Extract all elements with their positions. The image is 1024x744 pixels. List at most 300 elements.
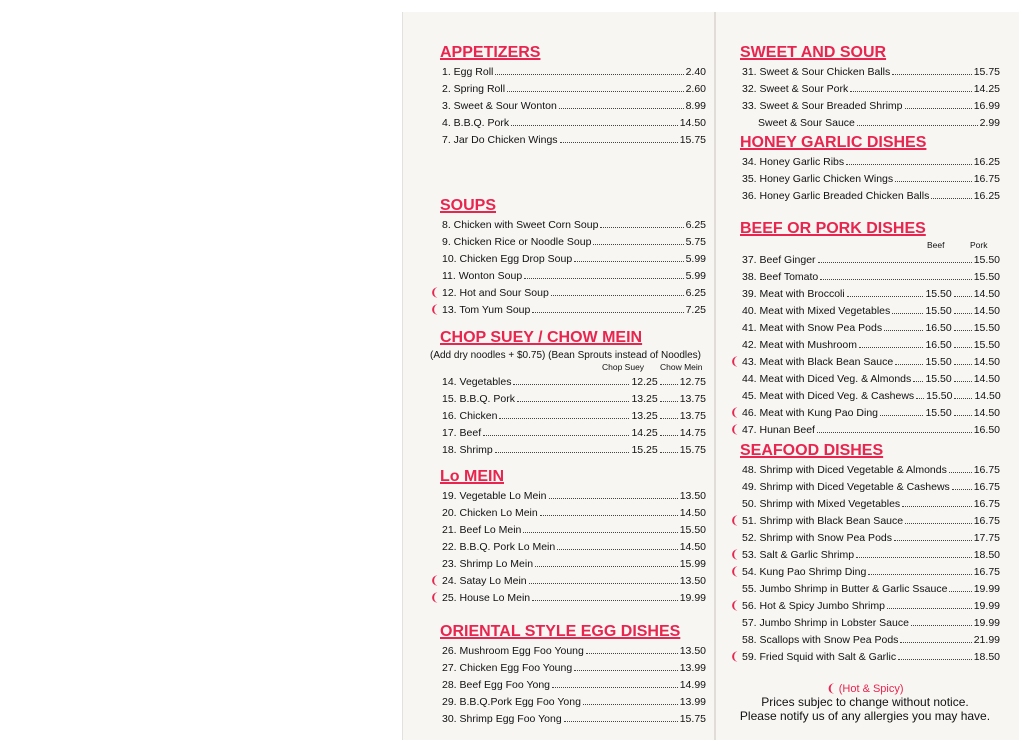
menu-item-name: 8. Chicken with Sweet Corn Soup [442,219,599,231]
dot-leader [887,598,972,609]
menu-item-name: 1. Egg Roll [442,66,494,78]
menu-item-name: 47. Hunan Beef [742,424,815,436]
menu-item-price: 12.25 [631,376,658,388]
menu-item [430,217,706,234]
menu-item [430,234,706,251]
section-title: Lo MEIN [440,468,504,485]
menu-item-price: 14.50 [679,507,706,519]
menu-item [430,251,706,268]
menu-item-name: 59. Fried Squid with Salt & Garlic [742,651,897,663]
menu-item-name: 19. Vegetable Lo Mein [442,490,547,502]
dot-leader [513,374,629,385]
dot-leader [660,425,678,436]
dot-leader [511,115,678,126]
menu-item [730,547,1000,564]
menu-item [430,64,706,81]
dot-leader [902,496,972,507]
dot-leader [535,556,678,567]
menu-item [430,694,706,711]
menu-item [430,505,706,522]
menu-item-price-secondary: 14.50 [973,373,1000,385]
menu-item [730,337,1000,354]
menu-item [730,513,1000,530]
menu-item [730,598,1000,615]
menu-item [430,573,706,590]
dot-leader [949,581,971,592]
prices-note: Prices subjec to change without notice. [761,695,969,709]
dot-leader [660,391,678,402]
dot-leader [817,422,972,433]
dot-leader [483,425,629,436]
menu-item-name: 25. House Lo Mein [442,592,531,604]
menu-item-price: 19.99 [973,600,1000,612]
dot-leader [954,320,972,331]
menu-item [730,81,1000,98]
menu-item [430,285,706,302]
menu-item-name: 38. Beef Tomato [742,271,819,283]
menu-item-price-secondary: 14.75 [679,427,706,439]
dot-leader [529,573,678,584]
menu-item-name: 35. Honey Garlic Chicken Wings [742,173,894,185]
menu-item [730,371,1000,388]
dot-leader [898,649,972,660]
menu-item-price: 15.50 [679,524,706,536]
menu-item [430,660,706,677]
item-list [730,462,1000,666]
menu-item-price: 2.60 [685,83,706,95]
menu-item-price: 16.50 [925,339,952,351]
menu-item-price: 16.75 [973,173,1000,185]
dot-leader [895,171,972,182]
hot-pepper-icon: ❨ [430,592,440,604]
section-honey-garlic [730,132,1000,205]
menu-item-price-secondary: 14.50 [973,356,1000,368]
section-title: SWEET AND SOUR [740,44,887,61]
menu-item-price-secondary: 14.50 [973,305,1000,317]
dot-leader [954,371,972,382]
menu-item-price: 16.99 [973,100,1000,112]
menu-item-price: 2.99 [979,117,1000,129]
menu-item-name: 16. Chicken [442,410,498,422]
menu-item [730,530,1000,547]
menu-item-price: 14.25 [631,427,658,439]
menu-item-name: 29. B.B.Q.Pork Egg Foo Yong [442,696,581,708]
menu-item [730,496,1000,513]
menu-item [730,64,1000,81]
menu-item [430,132,706,149]
menu-item-name: Sweet & Sour Sauce [758,117,855,129]
menu-item-price: 16.25 [973,190,1000,202]
menu-item-price: 16.50 [973,424,1000,436]
menu-item-name: 48. Shrimp with Diced Vegetable & Almonds [742,464,947,476]
menu-item-price: 13.50 [679,490,706,502]
dot-leader [574,660,678,671]
menu-item [430,522,706,539]
menu-item-name: 45. Meat with Diced Veg. & Cashews [742,390,915,402]
menu-item-price: 15.50 [925,373,952,385]
menu-item-name: 53. Salt & Garlic Shrimp [742,549,855,561]
section-title: ORIENTAL STYLE EGG DISHES [440,623,681,640]
menu-item-name: 27. Chicken Egg Foo Young [442,662,573,674]
menu-item-name: 15. B.B.Q. Pork [442,393,515,405]
section-soups [430,195,706,319]
dot-leader [532,590,678,601]
menu-item-price: 5.75 [685,236,706,248]
menu-item-price-secondary: 14.50 [974,390,1001,402]
menu-item-price: 18.50 [973,651,1000,663]
menu-item-name: 22. B.B.Q. Pork Lo Mein [442,541,556,553]
dot-leader [954,388,972,399]
dot-leader [549,488,678,499]
menu-item-price: 13.50 [679,645,706,657]
menu-item-name: 52. Shrimp with Snow Pea Pods [742,532,892,544]
dot-leader [895,354,923,365]
menu-item-price: 15.75 [973,66,1000,78]
menu-item-name: 26. Mushroom Egg Foo Young [442,645,584,657]
dot-leader [564,711,678,722]
menu-item [430,590,706,607]
section-title: CHOP SUEY / CHOW MEIN [440,329,643,346]
menu-item-price-secondary: 15.50 [973,339,1000,351]
menu-item-name: 9. Chicken Rice or Noodle Soup [442,236,592,248]
menu-item-name: 46. Meat with Kung Pao Ding [742,407,878,419]
menu-item-price: 13.99 [679,696,706,708]
menu-item-price: 16.50 [925,322,952,334]
menu-item [730,252,1000,269]
dot-leader [532,302,683,313]
menu-item-name: 32. Sweet & Sour Pork [742,83,849,95]
menu-item-price: 15.50 [925,305,952,317]
menu-item-name: 17. Beef [442,427,482,439]
menu-item [730,269,1000,286]
menu-item-price-secondary: 12.75 [679,376,706,388]
menu-item [730,320,1000,337]
menu-item-name: 2. Spring Roll [442,83,506,95]
item-list [730,154,1000,205]
menu-item-price: 15.50 [973,271,1000,283]
section-seafood [730,440,1000,666]
menu-item-name: 58. Scallops with Snow Pea Pods [742,634,899,646]
section-title: SEAFOOD DISHES [740,442,884,459]
menu-item-price: 19.99 [973,583,1000,595]
section-note: (Add dry noodles + $0.75) (Bean Sprouts instead of Noodles) [430,350,701,361]
menu-item-name: 34. Honey Garlic Ribs [742,156,845,168]
hot-legend [730,682,1000,695]
menu-item-price: 14.50 [679,541,706,553]
hot-pepper-icon: ❨ [730,515,740,527]
column-headers [730,240,1000,252]
dot-leader [560,132,678,143]
dot-leader [859,337,923,348]
hot-legend-label: (Hot & Spicy) [838,683,904,695]
dot-leader [857,115,978,126]
section-egg-foo-young [430,621,706,728]
dot-leader [856,547,972,558]
menu-item-name: 12. Hot and Sour Soup [442,287,549,299]
dot-leader [931,188,971,199]
menu-item-name: 49. Shrimp with Diced Vegetable & Cashews [742,481,950,493]
dot-leader [905,98,972,109]
menu-item-price: 2.40 [685,66,706,78]
section-title: HONEY GARLIC DISHES [740,134,927,151]
menu-footer [730,682,1000,723]
menu-item-name: 56. Hot & Spicy Jumbo Shrimp [742,600,885,612]
section-chop-suey [430,327,706,459]
menu-item-price-secondary: 14.50 [973,407,1000,419]
menu-item [430,391,706,408]
dot-leader [523,522,677,533]
allergy-note: Please notify us of any allergies you may have. [739,709,991,723]
menu-item [430,115,706,132]
hot-pepper-icon: ❨ [730,356,740,368]
menu-item-name: 55. Jumbo Shrimp in Butter & Garlic Ssauce [742,583,948,595]
menu-item [730,479,1000,496]
dot-leader [949,462,972,473]
dot-leader [846,154,972,165]
menu-item [430,442,706,459]
menu-item-price: 16.25 [973,156,1000,168]
menu-item-name: 20. Chicken Lo Mein [442,507,538,519]
section-title: SOUPS [440,197,497,214]
hot-pepper-icon: ❨ [430,304,440,316]
menu-item-price: 6.25 [685,287,706,299]
menu-item-price: 15.25 [631,444,658,456]
menu-item-price: 19.99 [679,592,706,604]
dot-leader [660,442,678,453]
menu-item-price: 5.99 [685,270,706,282]
menu-item-name: 40. Meat with Mixed Vegetables [742,305,891,317]
dot-leader [954,354,972,365]
menu-item-name: 13. Tom Yum Soup [442,304,531,316]
column-header-chow-mein: Chow Mein [660,362,703,372]
dot-leader [892,303,923,314]
item-list [430,374,706,459]
item-list [430,643,706,728]
hot-pepper-icon: ❨ [730,566,740,578]
menu-item-name: 37. Beef Ginger [742,254,816,266]
dot-leader [954,286,972,297]
section-title: APPETIZERS [440,44,541,61]
menu-item-price: 13.25 [631,393,658,405]
menu-item-name: 24. Satay Lo Mein [442,575,527,587]
menu-item-price: 13.25 [631,410,658,422]
menu-item-price: 6.25 [685,219,706,231]
dot-leader [600,217,683,228]
menu-item [430,302,706,319]
menu-item [730,171,1000,188]
section-sweet-sour [730,42,1000,132]
menu-item-price: 13.99 [679,662,706,674]
dot-leader [911,615,972,626]
menu-item-name: 28. Beef Egg Foo Yong [442,679,551,691]
menu-item [430,98,706,115]
menu-item-price: 15.75 [679,713,706,725]
menu-item [730,98,1000,115]
menu-item [730,462,1000,479]
dot-leader [574,251,683,262]
menu-item [730,388,1000,405]
menu-item-price: 16.75 [973,464,1000,476]
menu-item [730,422,1000,439]
section-appetizers [430,42,706,149]
menu-item-price: 15.75 [679,134,706,146]
dot-leader [850,81,971,92]
menu-item-name: 54. Kung Pao Shrimp Ding [742,566,867,578]
menu-item [430,488,706,505]
menu-item-name: 11. Wonton Soup [442,270,523,282]
menu-item-name: 41. Meat with Snow Pea Pods [742,322,883,334]
dot-leader [557,539,678,550]
menu-item-price: 15.50 [925,356,952,368]
hot-pepper-icon: ❨ [730,407,740,419]
menu-item-price: 16.75 [973,481,1000,493]
menu-item-name: 18. Shrimp [442,444,493,456]
dot-leader [495,64,683,75]
menu-item-name: 44. Meat with Diced Veg. & Almonds [742,373,912,385]
menu-item-price: 18.50 [973,549,1000,561]
menu-item-name: 4. B.B.Q. Pork [442,117,510,129]
menu-fold-line [714,12,716,740]
dot-leader [905,513,972,524]
menu-item-price-secondary: 15.50 [973,322,1000,334]
column-header-pork: Pork [970,240,988,250]
hot-pepper-icon: ❨ [730,651,740,663]
menu-item-price: 16.75 [973,515,1000,527]
menu-item-name: 14. Vegetables [442,376,512,388]
menu-item-price: 16.75 [973,566,1000,578]
dot-leader [900,632,971,643]
dot-leader [820,269,971,280]
item-list [730,64,1000,132]
menu-item-price: 14.25 [973,83,1000,95]
item-list [430,217,706,319]
menu-item [730,581,1000,598]
dot-leader [559,98,684,109]
menu-item-name: 36. Honey Garlic Breaded Chicken Balls [742,190,930,202]
item-list [730,252,1000,439]
dot-leader [593,234,683,245]
dot-leader [517,391,629,402]
menu-item [430,539,706,556]
menu-item-name: 43. Meat with Black Bean Sauce [742,356,894,368]
dot-leader [660,374,678,385]
menu-item-name: 39. Meat with Broccoli [742,288,845,300]
menu-item-name: 3. Sweet & Sour Wonton [442,100,557,112]
dot-leader [894,530,972,541]
menu-item-price: 13.50 [679,575,706,587]
dot-leader [586,643,678,654]
section-title: BEEF OR PORK DISHES [740,220,926,237]
dot-leader [583,694,678,705]
hot-pepper-icon: ❨ [430,575,440,587]
menu-item [430,408,706,425]
dot-leader [916,388,924,399]
section-lo-mein [430,466,706,607]
dot-leader [847,286,924,297]
menu-item-price-secondary: 14.50 [973,288,1000,300]
dot-leader [952,479,972,490]
menu-item [430,711,706,728]
dot-leader [880,405,923,416]
dot-leader [499,408,629,419]
menu-item-name: 23. Shrimp Lo Mein [442,558,534,570]
menu-item-price: 14.50 [679,117,706,129]
column-header-chop-suey: Chop Suey [602,362,645,372]
menu-item-price: 5.99 [685,253,706,265]
menu-item [730,564,1000,581]
menu-item-price: 16.75 [973,498,1000,510]
dot-leader [892,64,971,75]
dot-leader [552,677,678,688]
menu-item [730,286,1000,303]
dot-leader [540,505,678,516]
menu-item-name: 30. Shrimp Egg Foo Yong [442,713,562,725]
dot-leader [954,337,972,348]
menu-item [730,303,1000,320]
menu-item [430,268,706,285]
menu-item [430,425,706,442]
menu-item-price: 19.99 [973,617,1000,629]
hot-pepper-icon: ❨ [730,424,740,436]
dot-leader [507,81,684,92]
menu-item-name: 7. Jar Do Chicken Wings [442,134,558,146]
menu-item-price: 15.50 [926,390,953,402]
menu-item-price: 8.99 [685,100,706,112]
section-beef-pork [730,218,1000,439]
dot-leader [954,405,972,416]
hot-pepper-icon: ❨ [430,287,440,299]
menu-item-price: 15.50 [925,288,952,300]
dot-leader [884,320,923,331]
dot-leader [524,268,683,279]
menu-item-name: 31. Sweet & Sour Chicken Balls [742,66,891,78]
hot-pepper-icon: ❨ [730,549,740,561]
column-headers [430,362,706,374]
menu-item-price: 15.99 [679,558,706,570]
menu-item-price: 21.99 [973,634,1000,646]
menu-item [730,405,1000,422]
menu-item [730,649,1000,666]
menu-item-price: 14.99 [679,679,706,691]
menu-item-price: 15.50 [973,254,1000,266]
dot-leader [954,303,972,314]
menu-item-name: 10. Chicken Egg Drop Soup [442,253,573,265]
menu-item-price: 7.25 [685,304,706,316]
menu-item [730,615,1000,632]
menu-item [730,188,1000,205]
item-list [430,64,706,149]
dot-leader [818,252,972,263]
dot-leader [495,442,630,453]
menu-item [430,81,706,98]
menu-item-name: 51. Shrimp with Black Bean Sauce [742,515,904,527]
menu-item-name: 21. Beef Lo Mein [442,524,522,536]
item-list [430,488,706,607]
menu-item-name: 50. Shrimp with Mixed Vegetables [742,498,901,510]
menu-item-price: 17.75 [973,532,1000,544]
menu-item [730,154,1000,171]
hot-pepper-icon: ❨ [730,600,740,612]
menu-item-name: 57. Jumbo Shrimp in Lobster Sauce [742,617,909,629]
menu-item-name: 33. Sweet & Sour Breaded Shrimp [742,100,903,112]
dot-leader [913,371,923,382]
dot-leader [551,285,684,296]
menu-item-name: 42. Meat with Mushroom [742,339,857,351]
dot-leader [660,408,678,419]
menu-item [730,115,1000,132]
menu-item-price-secondary: 13.75 [679,393,706,405]
menu-item [430,374,706,391]
